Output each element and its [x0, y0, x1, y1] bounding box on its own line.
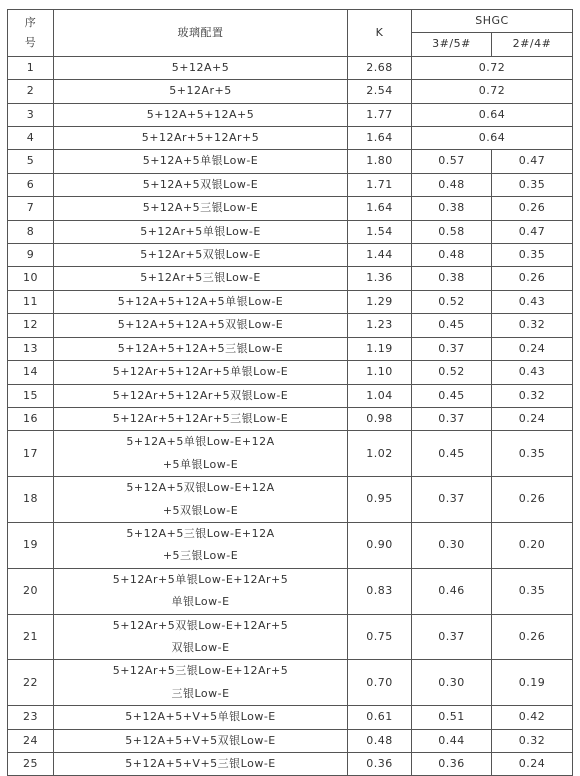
cell-config [54, 337, 348, 360]
cell-no: 7 [8, 197, 54, 220]
cell-k: 0.98 [348, 407, 412, 430]
table-row [8, 127, 573, 150]
cell-no: 25 [8, 753, 54, 776]
cell-k: 1.02 [348, 431, 412, 477]
table-row [8, 290, 573, 313]
header-no: 序 号 [8, 10, 54, 57]
config-line: 5+12Ar+5三银Low-E+12Ar+5 [112, 664, 289, 678]
cell-k: 1.10 [348, 361, 412, 384]
cell-k: 1.64 [348, 197, 412, 220]
table-row [8, 150, 573, 173]
cell-shgc-24: 0.35 [492, 244, 573, 267]
cell-shgc-24: 0.24 [492, 407, 573, 430]
table-row [8, 477, 573, 523]
cell-shgc-24: 0.19 [492, 660, 573, 706]
cell-k: 1.80 [348, 150, 412, 173]
cell-config [54, 384, 348, 407]
cell-shgc: 0.64 [412, 103, 573, 126]
cell-shgc-35: 0.45 [412, 314, 492, 337]
cell-no: 21 [8, 614, 54, 660]
cell-config [54, 361, 348, 384]
cell-shgc-35: 0.37 [412, 337, 492, 360]
cell-shgc-35: 0.46 [412, 568, 492, 614]
cell-no: 4 [8, 127, 54, 150]
cell-config [54, 290, 348, 313]
cell-k: 0.75 [348, 614, 412, 660]
config-line: 5+12A+5 [171, 60, 230, 74]
cell-no: 17 [8, 431, 54, 477]
cell-config [54, 477, 348, 523]
config-line: 5+12Ar+5双银Low-E+12Ar+5 [112, 618, 289, 632]
cell-no: 23 [8, 706, 54, 729]
table-row [8, 244, 573, 267]
cell-shgc-24: 0.26 [492, 614, 573, 660]
config-line: +5单银Low-E [162, 457, 239, 471]
cell-shgc-24: 0.35 [492, 431, 573, 477]
table-row [8, 407, 573, 430]
table-row [8, 706, 573, 729]
config-line: 5+12Ar+5三银Low-E [140, 271, 261, 285]
cell-shgc-24: 0.24 [492, 753, 573, 776]
cell-shgc-24: 0.26 [492, 267, 573, 290]
cell-no: 2 [8, 80, 54, 103]
cell-config [54, 614, 348, 660]
cell-config [54, 173, 348, 196]
cell-k: 1.54 [348, 220, 412, 243]
cell-no: 5 [8, 150, 54, 173]
cell-config [54, 706, 348, 729]
cell-config [54, 314, 348, 337]
config-line: 5+12A+5双银Low-E+12A [126, 481, 275, 495]
config-line: 三银Low-E [171, 686, 230, 700]
config-line: 5+12Ar+5+12Ar+5 [141, 131, 260, 145]
cell-k: 1.23 [348, 314, 412, 337]
header-config: 玻璃配置 [54, 10, 348, 57]
cell-k: 1.77 [348, 103, 412, 126]
cell-shgc: 0.64 [412, 127, 573, 150]
config-line: 5+12A+5+V+5双银Low-E [125, 733, 276, 747]
cell-shgc-35: 0.37 [412, 477, 492, 523]
cell-shgc-24: 0.20 [492, 522, 573, 568]
cell-k: 1.44 [348, 244, 412, 267]
cell-shgc-35: 0.51 [412, 706, 492, 729]
config-line: 5+12A+5三银Low-E [142, 201, 259, 215]
cell-shgc-24: 0.32 [492, 729, 573, 752]
cell-no: 19 [8, 522, 54, 568]
cell-shgc-24: 0.32 [492, 384, 573, 407]
config-line: 5+12Ar+5+12Ar+5双银Low-E [112, 388, 289, 402]
cell-shgc-24: 0.43 [492, 290, 573, 313]
table-row [8, 173, 573, 196]
config-line: 5+12Ar+5+12Ar+5单银Low-E [112, 365, 289, 379]
cell-shgc-24: 0.26 [492, 477, 573, 523]
cell-no: 3 [8, 103, 54, 126]
cell-k: 0.70 [348, 660, 412, 706]
cell-shgc-35: 0.48 [412, 173, 492, 196]
cell-config [54, 660, 348, 706]
cell-config [54, 197, 348, 220]
cell-config [54, 127, 348, 150]
cell-no: 10 [8, 267, 54, 290]
table-row [8, 660, 573, 706]
cell-config [54, 753, 348, 776]
header-shgc-24: 2#/4# [492, 33, 573, 56]
table-row [8, 80, 573, 103]
cell-k: 1.29 [348, 290, 412, 313]
config-line: +5双银Low-E [162, 503, 239, 517]
cell-no: 9 [8, 244, 54, 267]
cell-k: 0.95 [348, 477, 412, 523]
cell-no: 15 [8, 384, 54, 407]
cell-shgc-35: 0.57 [412, 150, 492, 173]
table-row [8, 614, 573, 660]
cell-no: 13 [8, 337, 54, 360]
cell-k: 0.90 [348, 522, 412, 568]
cell-config [54, 522, 348, 568]
cell-shgc-24: 0.43 [492, 361, 573, 384]
cell-no: 11 [8, 290, 54, 313]
cell-shgc-35: 0.30 [412, 522, 492, 568]
cell-shgc: 0.72 [412, 80, 573, 103]
table-row [8, 267, 573, 290]
table-row [8, 220, 573, 243]
cell-shgc-35: 0.30 [412, 660, 492, 706]
table-row [8, 431, 573, 477]
cell-config [54, 729, 348, 752]
cell-shgc-35: 0.44 [412, 729, 492, 752]
config-line: 5+12A+5单银Low-E [142, 154, 259, 168]
config-line: 5+12A+5+12A+5三银Low-E [117, 341, 284, 355]
cell-shgc-24: 0.24 [492, 337, 573, 360]
cell-shgc-35: 0.52 [412, 361, 492, 384]
cell-no: 14 [8, 361, 54, 384]
table-row [8, 103, 573, 126]
config-line: 5+12Ar+5单银Low-E [140, 224, 261, 238]
config-line: 单银Low-E [171, 595, 230, 609]
config-line: 5+12Ar+5+12Ar+5三银Low-E [112, 411, 289, 425]
header-k: K [348, 10, 412, 57]
cell-no: 1 [8, 56, 54, 79]
config-line: 双银Low-E [171, 640, 230, 654]
config-line: 5+12A+5三银Low-E+12A [126, 526, 275, 540]
cell-config [54, 220, 348, 243]
cell-shgc: 0.72 [412, 56, 573, 79]
cell-shgc-24: 0.47 [492, 220, 573, 243]
cell-shgc-24: 0.35 [492, 173, 573, 196]
cell-k: 1.71 [348, 173, 412, 196]
cell-shgc-24: 0.32 [492, 314, 573, 337]
config-line: 5+12A+5单银Low-E+12A [126, 435, 275, 449]
cell-shgc-35: 0.48 [412, 244, 492, 267]
cell-shgc-35: 0.58 [412, 220, 492, 243]
header-shgc-35: 3#/5# [412, 33, 492, 56]
cell-shgc-24: 0.42 [492, 706, 573, 729]
cell-config [54, 80, 348, 103]
cell-config [54, 267, 348, 290]
cell-k: 1.04 [348, 384, 412, 407]
cell-shgc-35: 0.45 [412, 384, 492, 407]
cell-shgc-24: 0.47 [492, 150, 573, 173]
cell-config [54, 431, 348, 477]
table-row [8, 522, 573, 568]
glass-config-table [7, 9, 573, 776]
table-row [8, 729, 573, 752]
cell-k: 0.83 [348, 568, 412, 614]
table-row [8, 753, 573, 776]
cell-no: 22 [8, 660, 54, 706]
header-row-1 [8, 10, 573, 33]
cell-shgc-35: 0.37 [412, 407, 492, 430]
header-shgc: SHGC [412, 10, 573, 33]
table-row [8, 56, 573, 79]
cell-shgc-24: 0.26 [492, 197, 573, 220]
cell-no: 18 [8, 477, 54, 523]
cell-shgc-35: 0.37 [412, 614, 492, 660]
cell-shgc-35: 0.38 [412, 267, 492, 290]
config-line: 5+12Ar+5双银Low-E [140, 248, 261, 262]
config-line: +5三银Low-E [162, 549, 239, 563]
config-line: 5+12A+5+12A+5 [146, 107, 255, 121]
cell-config [54, 103, 348, 126]
cell-config [54, 407, 348, 430]
table-row [8, 568, 573, 614]
cell-no: 16 [8, 407, 54, 430]
table-row [8, 361, 573, 384]
cell-k: 1.36 [348, 267, 412, 290]
cell-shgc-35: 0.36 [412, 753, 492, 776]
config-line: 5+12A+5双银Low-E [142, 177, 259, 191]
config-line: 5+12A+5+V+5三银Low-E [125, 757, 276, 770]
cell-k: 0.61 [348, 706, 412, 729]
cell-shgc-35: 0.45 [412, 431, 492, 477]
config-line: 5+12Ar+5单银Low-E+12Ar+5 [112, 572, 289, 586]
config-line: 5+12A+5+12A+5单银Low-E [117, 294, 284, 308]
cell-config [54, 56, 348, 79]
config-line: 5+12A+5+V+5单银Low-E [125, 710, 276, 724]
table-row [8, 384, 573, 407]
table-row [8, 337, 573, 360]
cell-shgc-35: 0.52 [412, 290, 492, 313]
cell-shgc-35: 0.38 [412, 197, 492, 220]
cell-no: 20 [8, 568, 54, 614]
cell-no: 8 [8, 220, 54, 243]
table-body [8, 56, 573, 776]
cell-shgc-24: 0.35 [492, 568, 573, 614]
cell-config [54, 150, 348, 173]
cell-config [54, 568, 348, 614]
cell-no: 24 [8, 729, 54, 752]
cell-k: 1.19 [348, 337, 412, 360]
table-row [8, 197, 573, 220]
table-row [8, 314, 573, 337]
cell-config [54, 244, 348, 267]
cell-no: 6 [8, 173, 54, 196]
config-line: 5+12A+5+12A+5双银Low-E [117, 318, 284, 332]
cell-k: 0.36 [348, 753, 412, 776]
config-line: 5+12Ar+5 [169, 84, 232, 98]
cell-no: 12 [8, 314, 54, 337]
cell-k: 2.68 [348, 56, 412, 79]
cell-k: 1.64 [348, 127, 412, 150]
cell-k: 0.48 [348, 729, 412, 752]
cell-k: 2.54 [348, 80, 412, 103]
